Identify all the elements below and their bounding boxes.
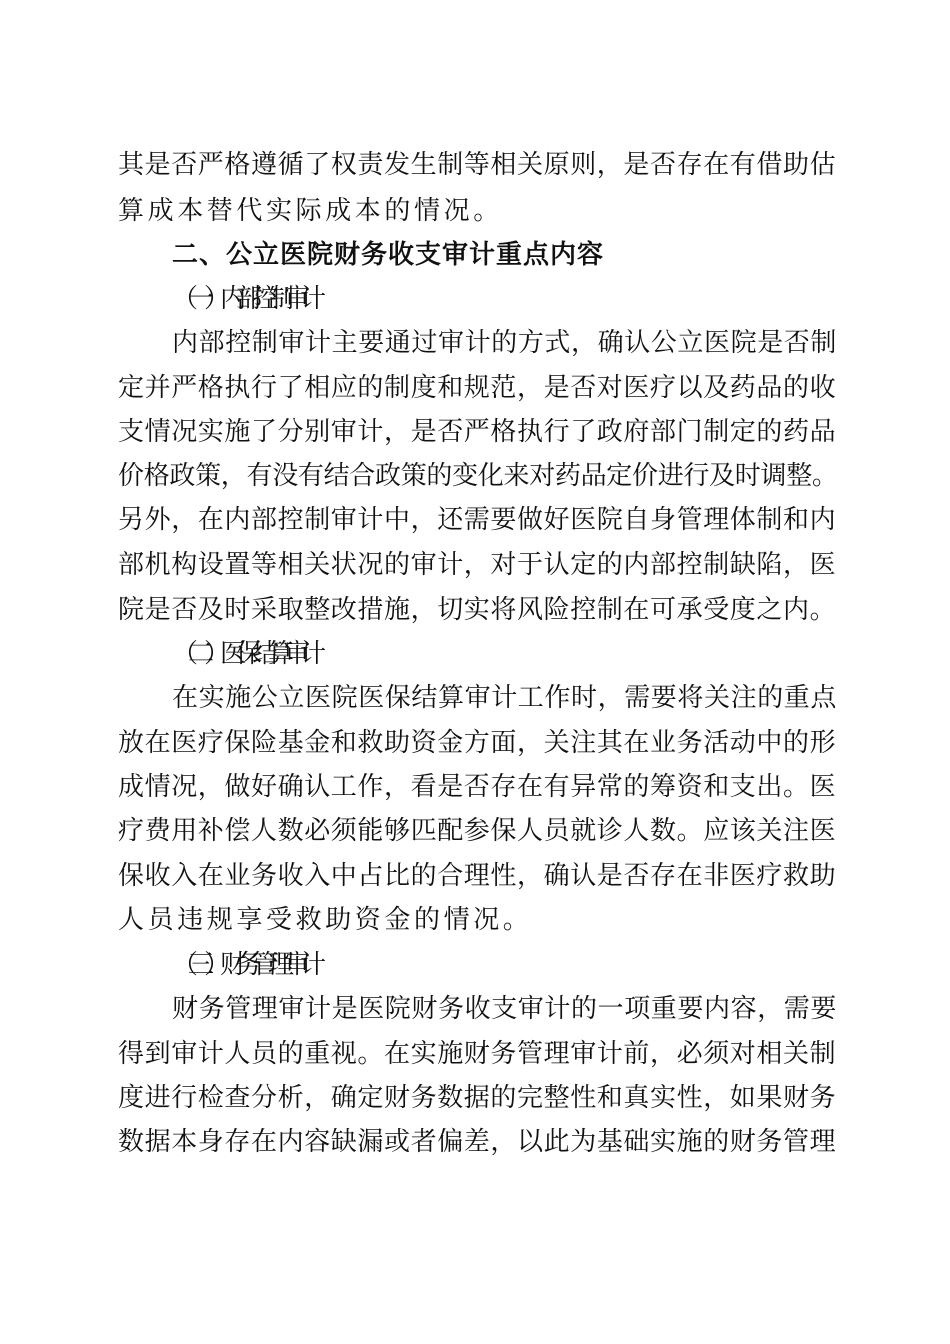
paragraph-line: 数据本身存在内容缺漏或者偏差，以此为基础实施的财务管理 bbox=[118, 1127, 837, 1157]
paragraph-line: 院是否及时采取整改措施，切实将风险控制在可承受度之内。 bbox=[118, 595, 837, 625]
paragraph-line: 支情况实施了分别审计，是否严格执行了政府部门制定的药品 bbox=[118, 417, 837, 447]
subsection-heading: （一）内部控制审计 bbox=[172, 284, 317, 314]
paragraph-line: 另外，在内部控制审计中，还需要做好医院自身管理体制和内 bbox=[118, 505, 837, 535]
paragraph-line: 疗费用补偿人数必须能够匹配参保人员就诊人数。应该关注医 bbox=[118, 816, 837, 846]
subsection-heading: （三）财务管理审计 bbox=[172, 950, 317, 980]
paragraph-line: 保收入在业务收入中占比的合理性，确认是否存在非医疗救助 bbox=[118, 861, 837, 891]
paragraph-line: 部机构设置等相关状况的审计，对于认定的内部控制缺陷，医 bbox=[118, 550, 837, 580]
paragraph-line: 得到审计人员的重视。在实施财务管理审计前，必须对相关制 bbox=[118, 1039, 837, 1069]
section-heading: 二、公立医院财务收支审计重点内容 bbox=[172, 240, 605, 270]
paragraph-line: 在实施公立医院医保结算审计工作时，需要将关注的重点 bbox=[172, 683, 838, 713]
paragraph-line: 人员违规享受救助资金的情况。 bbox=[118, 905, 533, 935]
paragraph-line: 放在医疗保险基金和救助资金方面，关注其在业务活动中的形 bbox=[118, 728, 837, 758]
paragraph-line: 算成本替代实际成本的情况。 bbox=[118, 196, 503, 226]
paragraph-line: 度进行检查分析，确定财务数据的完整性和真实性，如果财务 bbox=[118, 1083, 837, 1113]
paragraph-line: 价格政策，有没有结合政策的变化来对药品定价进行及时调整。 bbox=[118, 461, 838, 491]
subsection-heading: （二）医保结算审计 bbox=[172, 639, 317, 669]
paragraph-line: 成情况，做好确认工作，看是否存在有异常的筹资和支出。医 bbox=[118, 772, 837, 802]
paragraph-line: 财务管理审计是医院财务收支审计的一项重要内容，需要 bbox=[172, 994, 838, 1024]
paragraph-line: 内部控制审计主要通过审计的方式，确认公立医院是否制 bbox=[172, 328, 838, 358]
paragraph-line: 定并严格执行了相应的制度和规范，是否对医疗以及药品的收 bbox=[118, 373, 837, 403]
paragraph-line: 其是否严格遵循了权责发生制等相关原则，是否存在有借助估 bbox=[118, 150, 837, 180]
